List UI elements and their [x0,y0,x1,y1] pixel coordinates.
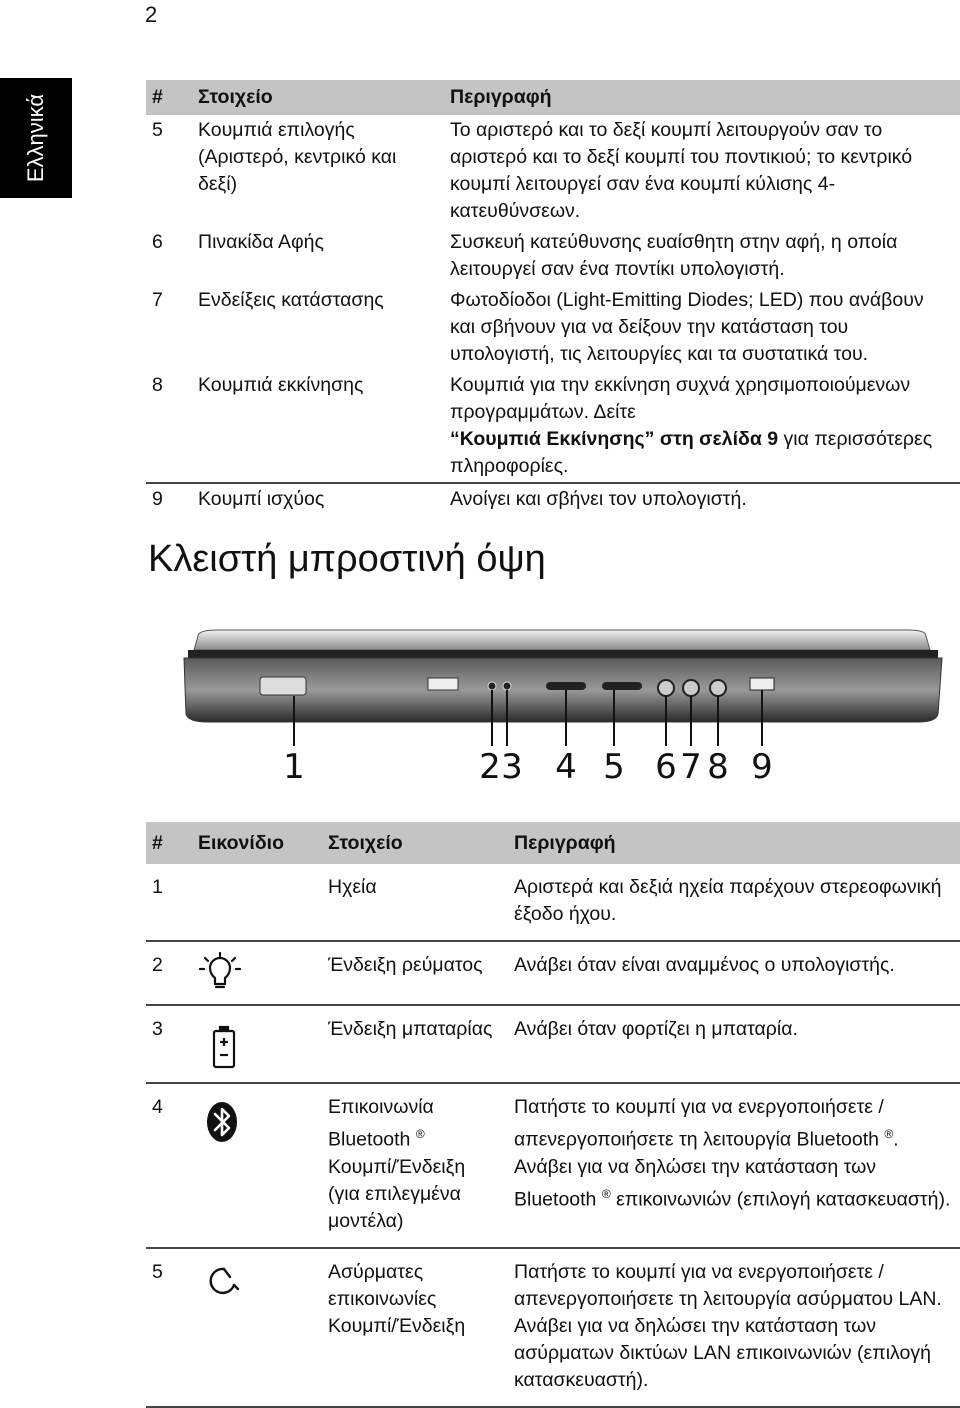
item-text: Επικοινωνία Bluetooth [328,1096,434,1151]
table-row [146,1083,960,1248]
table-row [146,1248,960,1407]
speaker-grille [260,677,306,695]
row-item [322,1083,508,1248]
row-desc: Το αριστερό και το δεξί κουμπί λειτουργούν σαν το αριστερό και το δεξί κουμπί του ποντικιού; το κεντρικό κουμπί λειτουργεί σαν ένα κουμπί κύλισης 4-κατευθύνσεων. [450,119,913,222]
row-desc [444,370,960,483]
row-icon [192,1005,322,1083]
wireless-icon [204,1265,248,1305]
language-tab-label: Ελληνικά [23,93,48,183]
row-desc: Ανάβει όταν είναι αναμμένος ο υπολογιστής. [508,941,960,1005]
row-item: Κουμπιά εκκίνησης [192,370,444,483]
item-text: Κουμπί/Ένδειξη (για επιλεγμένα μοντέλα) [328,1155,466,1232]
row-item: Ένδειξη μπαταρίας [322,1005,508,1083]
row-icon [192,941,322,1005]
row-num: 5 [152,119,163,141]
row-item: Ασύρματες επικοινωνίες Κουμπί/Ένδειξη [322,1248,508,1407]
language-tab [0,78,72,198]
row-item: Ηχεία [322,864,508,941]
callout-5: 5 [603,747,625,787]
desc-text: επικοινωνιών (επιλογή κατασκευαστή). [610,1188,951,1210]
table-row [146,227,960,285]
desc-text: για περισσότερες πληροφορίες. [450,428,933,477]
callout-4: 4 [555,747,577,787]
callout-9: 9 [751,747,773,787]
header-desc: Περιγραφή [508,822,960,864]
page-number: 2 [145,2,158,27]
header-desc: Περιγραφή [444,80,960,115]
header-item: Στοιχείο [192,80,444,115]
row-num: 6 [152,231,163,253]
table-row [146,1005,960,1083]
row-num: 7 [152,289,163,311]
row-item: Ενδείξεις κατάστασης [198,289,384,311]
row-desc: Ανοίγει και σβήνει τον υπολογιστή. [450,488,747,510]
table-row [146,483,960,515]
row-desc: Φωτοδίοδοι (Light-Emitting Diodes; LED) που ανάβουν και σβήνουν για να δείξουν την κατάσταση του υπολογιστή, τις λειτουργίες και τα συστατικά του. [450,289,924,365]
table-row [146,370,960,483]
row-item: Πινακίδα Αφής [198,231,324,253]
section-title: Κλειστή μπροστινή όψη [148,538,546,580]
header-num: # [146,80,192,115]
table-header [146,822,960,864]
row-item: Κουμπί ισχύος [198,488,325,510]
row-item: Ένδειξη ρεύματος [322,941,508,1005]
table-row [146,864,960,941]
header-item: Στοιχείο [322,822,508,864]
registered-mark: ® [415,1127,425,1141]
table-row [146,115,960,227]
row-desc: Αριστερά και δεξιά ηχεία παρέχουν στερεοφωνική έξοδο ήχου. [508,864,960,941]
row-num: 4 [146,1083,192,1248]
row-desc: Συσκευή κατεύθυνσης ευαίσθητη στην αφή, η οποία λειτουργεί σαν ένα ποντίκι υπολογιστή. [450,231,898,280]
header-num: # [146,822,192,864]
power-indicator-icon [198,952,242,992]
front-view-table [146,822,960,1408]
laptop-front-view-illustration [178,628,948,788]
bluetooth-icon [204,1100,248,1148]
table-row [146,941,960,1005]
row-icon [192,1083,322,1248]
table-header [146,80,960,115]
components-table-top [146,80,960,515]
table-row [146,285,960,370]
registered-mark: ® [884,1127,894,1141]
callout-8: 8 [707,747,729,787]
callout-1: 1 [283,747,305,787]
row-num: 9 [152,488,163,510]
row-desc [508,1083,960,1248]
desc-text: Κουμπιά για την εκκίνηση συχνά χρησιμοποιούμενων προγραμμάτων. Δείτε [450,374,911,423]
row-icon [192,864,322,941]
row-num: 2 [146,941,192,1005]
row-num: 3 [146,1005,192,1083]
desc-text: . Ανάβει για να δηλώσει την κατάσταση των Bluetooth [514,1128,899,1210]
header-icon: Εικονίδιο [192,822,322,864]
battery-icon [208,1022,252,1070]
row-num: 8 [146,370,192,483]
registered-mark: ® [601,1186,611,1201]
desc-text: Πατήστε το κουμπί για να ενεργοποιήσετε / απενεργοποιήσετε τη λειτουργία Bluetooth [514,1096,884,1151]
callout-6: 6 [655,747,677,787]
row-desc: Ανάβει όταν φορτίζει η μπαταρία. [508,1005,960,1083]
row-num: 1 [146,864,192,941]
callout-7: 7 [680,747,702,787]
callout-2: 2 [479,747,501,787]
row-item: Κουμπιά επιλογής (Αριστερό, κεντρικό και δεξί) [198,119,397,195]
row-desc: Πατήστε το κουμπί για να ενεργοποιήσετε / απενεργοποιήσετε τη λειτουργία ασύρματου LAN. Ανάβει για να δηλώσει την κατάσταση των ασύρματων δικτύων LAN επικοινωνιών (επιλογή κατασκευαστή). [508,1248,960,1407]
callout-3: 3 [501,747,523,787]
row-icon [192,1248,322,1407]
cross-reference-link[interactable]: “Κουμπιά Εκκίνησης” στη σελίδα 9 [450,428,779,450]
row-num: 5 [146,1248,192,1407]
